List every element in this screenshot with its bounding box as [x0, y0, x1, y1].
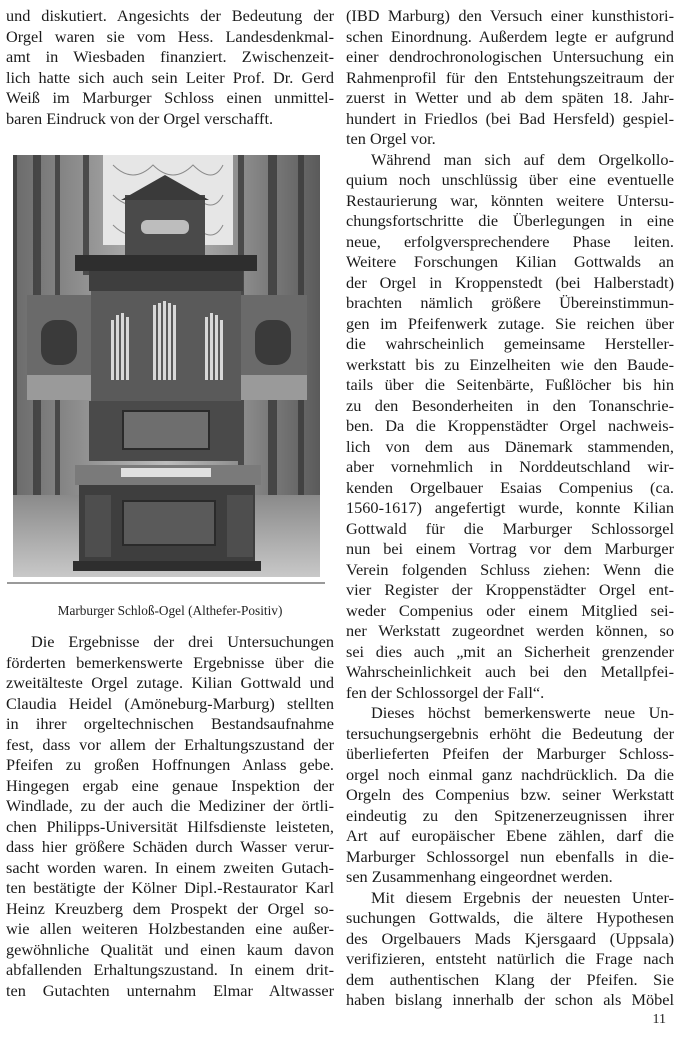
text-line: sei dies auch „mit an Sicherheit grenzender — [346, 641, 674, 661]
text-line: Mit diesem Ergebnis der neuesten Unter- — [371, 887, 674, 907]
text-line: Weiß im Marburger Schloss einen unmittel- — [6, 88, 334, 107]
text-line: Heinz Kreuzberg dem Prospekt der Orgel so- — [6, 898, 334, 918]
organ-photo — [13, 155, 320, 577]
text-line: haben bislang innerhalb der schon als Möbel — [346, 990, 674, 1009]
figure-caption: Marburger Schloß-Ogel (Althefer-Positiv) — [57, 603, 283, 618]
text-line: kenden Orgelbauer Esaias Compenius (ca. — [346, 477, 674, 497]
text-line: gewöhnliche Qualität und einen kaum davon — [6, 939, 334, 959]
text-line: tails über die Seitenbärte, Fußlöcher bis hin — [346, 375, 674, 394]
text-line: wie allen weiteren Holzbestanden eine außer- — [6, 919, 334, 938]
text-line: Orgel waren sie vom Hess. Landesdenkmal- — [6, 26, 334, 46]
text-line: zu den Besonderheiten in den Tonanschrie- — [346, 395, 674, 415]
text-line: eindeutig zu den Spitzenerzeugnissen ihrer — [346, 805, 674, 825]
text-line: weder Compenius oder einem Mitglied sei- — [346, 600, 674, 620]
text-line: des Orgelbauers Mads Kjersgaard (Uppsala) — [346, 928, 674, 948]
text-line: Art auf europäischer Ebene zählen, darf die — [346, 826, 674, 845]
text-line: der Orgel in Kroppenstedt (bei Halberstadt) — [346, 272, 674, 292]
paragraph — [346, 888, 674, 1011]
text-line: die wahrscheinlich gemeinsame Hersteller- — [346, 334, 674, 353]
text-line: fest, dass vor allem der Erhaltungszustand der — [6, 734, 334, 754]
organ-figure — [7, 145, 325, 585]
text-line: Rahmenprofil für den Entstehungszeitraum der — [346, 67, 674, 87]
left-column-bottom — [6, 632, 334, 1001]
text-line: und diskutiert. Angesichts der Bedeutung der — [6, 6, 334, 25]
paragraph — [346, 150, 674, 704]
text-line: ten Orgel vor. — [346, 129, 436, 148]
text-line: (IBD Marburg) den Versuch einer kunsthistori- — [346, 6, 674, 25]
text-line: lich hatte sich auch sein Leiter Prof. Dr. Gerd — [6, 67, 334, 87]
text-line: neue, erfolgversprechendere Phase leiten. — [346, 231, 674, 251]
text-line: ten Gutachten unternahm Elmar Altwasser — [6, 980, 334, 1000]
text-line: hundert in Friedlos (bei Bad Hersfeld) gespiel- — [346, 108, 674, 128]
text-line: gen im Pfeifenwerk zutage. Sie reichen über — [346, 313, 674, 333]
text-line: Restaurierung war, könnten weitere Untersu- — [346, 190, 674, 210]
organ-photo-illustration — [13, 155, 320, 577]
text-line: ten bestätigte der Kölner Dipl.-Restaurator Karl — [6, 878, 334, 897]
text-line: Pfeifen zu großen Hoffnungen Anlass gebe. — [6, 755, 334, 774]
text-line: Weitere Forschungen Kilian Gottwalds an — [346, 252, 674, 271]
text-line: Claudia Heidel (Amöneburg-Marburg) stellten — [6, 693, 334, 713]
text-line: ben. Da die Kroppenstädter Orgel nachweis- — [346, 416, 674, 435]
right-column — [346, 6, 674, 1011]
figure-rule — [7, 582, 325, 584]
text-line: tersuchungsergebnis erhöht die Bedeutung der — [346, 723, 674, 743]
text-line: sacht worden waren. In einem zweiten Gutach- — [6, 857, 334, 877]
text-line: Hingegen ergab eine genaue Inspektion der — [6, 775, 334, 795]
text-line: Verein folgenden Schluss ziehen: Wenn die — [346, 559, 674, 579]
text-line: Die Ergebnisse der drei Untersuchungen — [31, 632, 334, 651]
text-line: baren Eindruck von der Orgel verschafft. — [6, 108, 274, 128]
text-line: amt in Wiesbaden finanziert. Zwischenzeit- — [6, 47, 334, 66]
text-line: lich von dem aus Dänemark stammenden, — [346, 436, 674, 456]
text-line: ner Werkstatt zugeordnet werden können, so — [346, 621, 674, 640]
text-line: abfallenden Erhaltungszustand. In einem drit- — [6, 960, 334, 979]
text-line: verifizieren, entsteht natürlich die Frage nach — [346, 949, 674, 968]
text-line: Dieses höchst bemerkenswerte neue Un- — [371, 703, 674, 722]
text-line: in ihrer orgeltechnischen Bestandsaufnahme — [6, 714, 334, 733]
text-line: aber vornehmlich in Norddeutschland wir- — [346, 457, 674, 476]
text-line: chen Philipps-Universität Hilfsdienste leisteten, — [6, 816, 334, 836]
text-line: Orgeln des Compenius bzw. seiner Werkstatt — [346, 785, 674, 804]
paragraph — [346, 6, 674, 150]
text-line: 1560-1617) angefertigt wurde, konnte Kilian — [346, 498, 674, 517]
text-line: zuerst in Wetter und ab dem späten 18. Jahr- — [346, 88, 674, 107]
text-line: quium noch unschlüssig über eine eventuelle — [346, 170, 674, 189]
text-line: förderten bemerkenswerte Ergebnisse über die — [6, 652, 334, 672]
text-line: Windlade, zu der auch die Mediziner der örtli- — [6, 796, 334, 815]
text-line: orgel noch einmal ganz nachdrücklich. Da die — [346, 764, 674, 784]
text-line: werkstatt bis zu Einzelheiten wie den Baude- — [346, 354, 674, 374]
text-line: Während man sich auf dem Orgelkollo- — [371, 149, 674, 169]
text-line: nun bei einem Vortrag vor dem Marburger — [346, 539, 674, 558]
text-line: chungsfortschritte die Überlegungen in eine — [346, 211, 674, 230]
text-line: zweitälteste Orgel zutage. Kilian Gottwald und — [6, 673, 334, 692]
text-line: Marburger Schlossorgel nun ebenfalls in die- — [346, 846, 674, 866]
text-line: überlieferten Pfeifen der Marburger Schloss- — [346, 744, 674, 763]
text-line: Wahrscheinlichkeit auch bei den Metallpfei- — [346, 662, 674, 681]
text-line: suchungen Gottwalds, die ältere Hypothesen — [346, 908, 674, 927]
text-line: Gottwald für die Marburger Schlossorgel — [346, 518, 674, 538]
text-line: fen der Schlossorgel der Fall“. — [346, 682, 545, 702]
text-line: brachten nämlich größere Übereinstimmun- — [346, 293, 674, 312]
text-line: dem authentischen Klang der Pfeifen. Sie — [346, 969, 674, 989]
left-column-top — [6, 6, 334, 129]
paragraph — [346, 703, 674, 888]
text-line: einer dendrochronologischen Untersuchung ein — [346, 47, 674, 66]
page-number: 11 — [652, 1012, 666, 1027]
text-line: vier Register der Kroppenstädter Orgel ent- — [346, 580, 674, 599]
text-line: schen Einordnung. Außerdem legte er aufgrund — [346, 26, 674, 46]
text-line: sen Zusammenhang eingeordnet werden. — [346, 867, 613, 886]
text-line: dass hier größere Schäden durch Wasser verur- — [6, 837, 334, 856]
